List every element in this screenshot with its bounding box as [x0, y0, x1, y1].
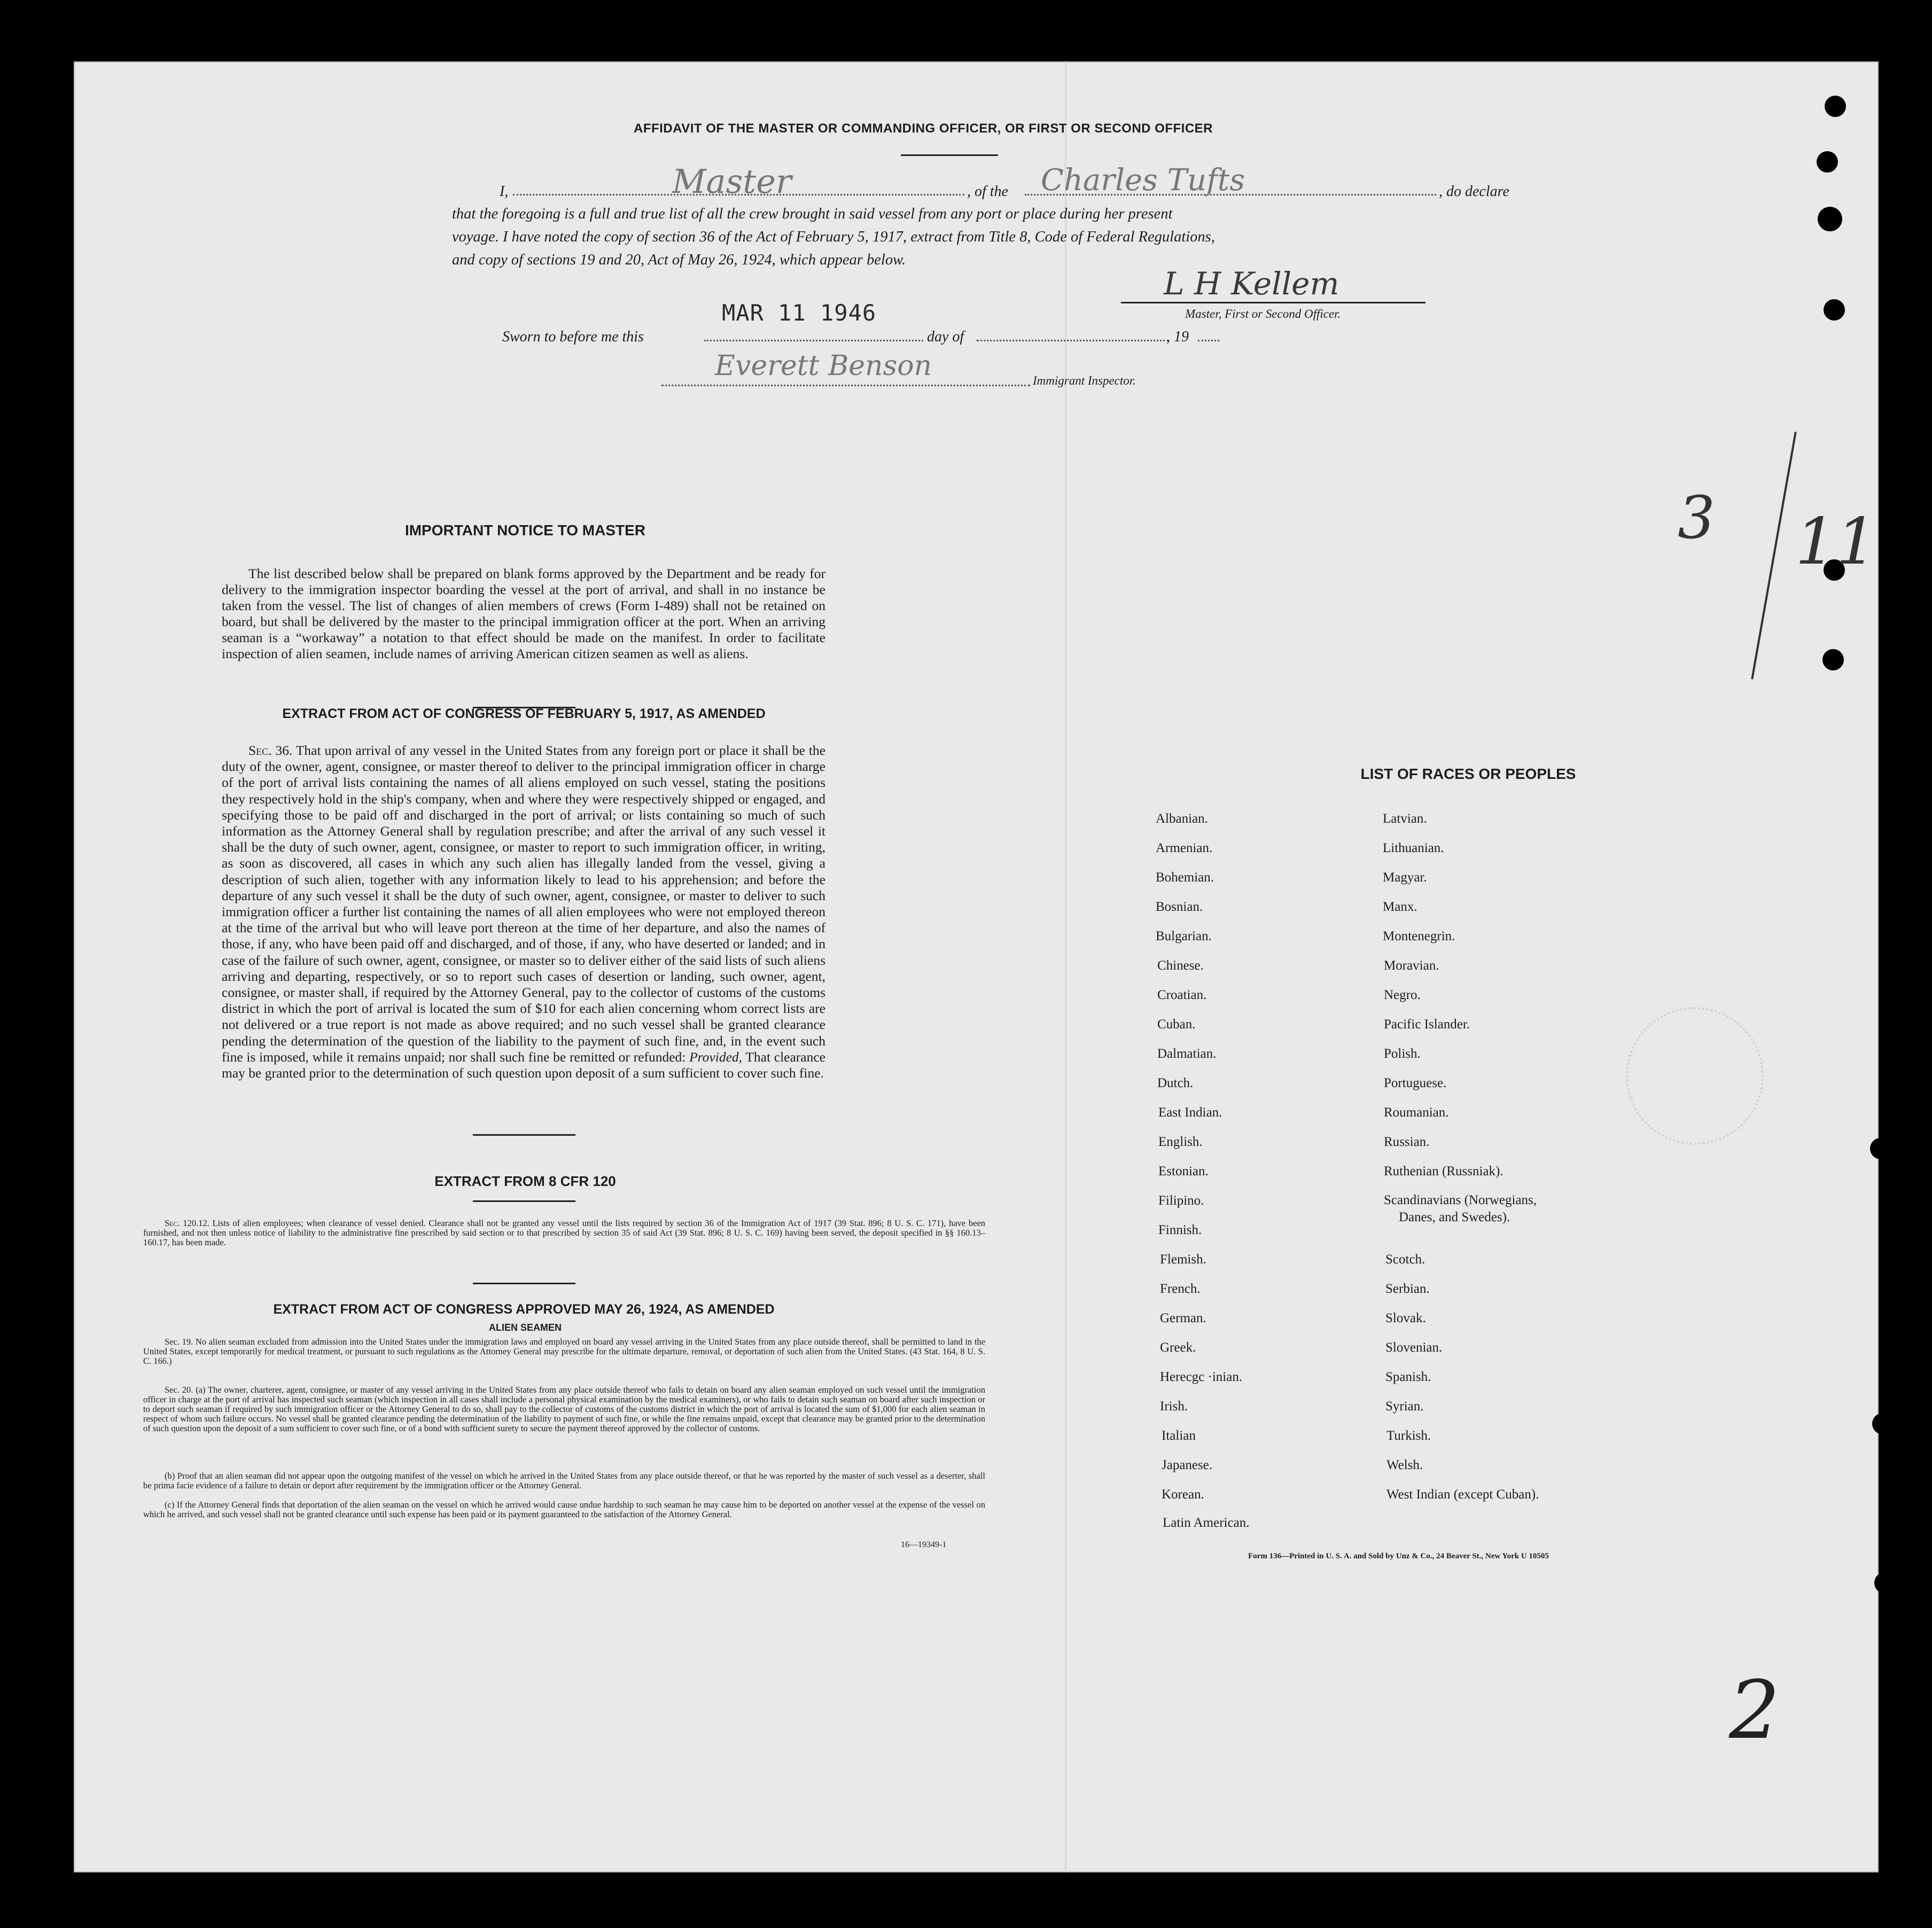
- race-left: Herecgc ·inian.: [1160, 1370, 1243, 1384]
- race-right: Serbian.: [1385, 1282, 1430, 1296]
- margin-fraction-slash: [1751, 432, 1797, 680]
- races-title: LIST OF RACES OR PEOPLES: [1360, 766, 1576, 782]
- sec-20c-text: (c) If the Attorney General finds that deportation of the alien seaman on the vessel on which he arrived would cause undue hardship to such seaman he may cause him to be deported on another vessel at the expense of the vessel on which he arrived, and such vessel shall not be granted clearance until such expense has been paid or its payment guaranteed to the satisfaction of the Attorney General.: [143, 1500, 985, 1519]
- affidavit-title: AFFIDAVIT OF THE MASTER OR COMMANDING OFFICER, OR FIRST OR SECOND OFFICER: [633, 121, 1213, 136]
- race-right: Negro.: [1384, 988, 1421, 1002]
- notice-body: The list described below shall be prepared on blank forms approved by the Department and be ready for delivery to the immigration inspector boarding the vessel at the port of arrival, and shall in no instance be taken from the vessel. The list of changes of alien members of crews (Form I-489) shall not be retained on board, but shall be delivered by the master to the principal immigration officer at the port. When an arriving seaman is a “workaway” a notation to that effect should be made on the manifest. In order to facilitate inspection of alien seamen, include names of arriving American citizen seamen as well as aliens.: [222, 566, 825, 661]
- race-right: Polish.: [1384, 1047, 1421, 1061]
- cfr-rule: [473, 1200, 575, 1202]
- sec-36-tail: That clearance may be granted prior to the determination of such question upon deposit of a sum sufficient to cover such fine.: [222, 1049, 826, 1081]
- sec-36-text: That upon arrival of any vessel in the United States from any foreign port or place it shall be the duty of the owner, agent, consignee, or master thereof to deliver to the principal immigration officer in charge of the port of arrival lists containing the names of all aliens employed on such vessel, stating the positions they respectively hold in the ship's company, when and where they were respectively shipped or engaged, and specifying those to be paid off and discharged in the port of arrival; or lists containing so much of such information as the Attorney General shall by regulation prescribe; and after the arrival of any such vessel it shall be the duty of such owner, agent, consignee, or master to report to such immigration officer, in writing, as soon as discovered, all cases in which any such alien has illegally landed from the vessel, giving a description of such alien, together with any information likely to lead to his apprehension; and before the departure of any such vessel it shall be the duty of such owner, agent, consignee, or master to deliver to such immigration officer a further list containing the names of all alien employees who were not employed thereon at the time of the arrival but who will leave port thereon at the time of her departure, and also the names of those, if any, who have been paid off and discharged, and of those, if any, who have deserted or landed; and in case of the failure of such owner, agent, consignee, or master so to deliver either of the said lists of such aliens arriving and departing, respectively, or so to report such cases of desertion or landing, such owner, agent, consignee, or master shall, if required by the Attorney General, pay to the collector of customs of the customs district in which the port of arrival is located the sum of $10 for each alien concerning whom correct lists are not delivered or a true report is not made as above required; and no such vessel shall be granted clearance pending the determination of the question of the liability to the payment of such fine, and, in the event such fine is imposed, while it remains unpaid; nor shall such fine be remitted or refunded:: [222, 743, 825, 1065]
- race-left: Cuban.: [1157, 1017, 1196, 1032]
- cfr-text: Lists of alien employees; when clearance of vessel denied. Clearance shall not be granted any vessel until the lists required by section 36 of the Immigration Act of 1917 (39 Stat. 896; 8 U. S. C. 171), have been furnished, and not then unless notice of liability to the administrative fine prescribed by said section or to that prescribed by section 35 of said Act (39 Stat. 896; 8 U. S. C. 169) having been served, the deposit specified in §§ 160.13–160.17, has been made.: [143, 1218, 986, 1247]
- race-left: Chinese.: [1157, 958, 1204, 973]
- sworn-label: Sworn to before me this: [502, 329, 644, 345]
- race-left: Filipino.: [1158, 1193, 1204, 1208]
- race-left: Croatian.: [1157, 988, 1207, 1002]
- extract-1924-title: EXTRACT FROM ACT OF CONGRESS APPROVED MAY 26, 1924, AS AMENDED: [273, 1302, 775, 1317]
- date-stamp: MAR 11 1946: [722, 300, 877, 326]
- margin-fraction-top: 3: [1678, 483, 1715, 552]
- race-left: Dalmatian.: [1157, 1047, 1217, 1061]
- race-right: Magyar.: [1383, 870, 1427, 885]
- race-right: West Indian (except Cuban).: [1386, 1487, 1539, 1502]
- race-left: Latin American.: [1163, 1516, 1250, 1530]
- race-left: German.: [1160, 1311, 1206, 1325]
- year-label: , 19: [1166, 329, 1189, 345]
- extract-1917-title: EXTRACT FROM ACT OF CONGRESS OF FEBRUARY 5, 1917, AS AMENDED: [282, 706, 766, 721]
- sworn-month-line: [977, 340, 1169, 341]
- sec-19-text: Sec. 19. No alien seaman excluded from admission into the United States under the immigration laws and employed on board any vessel arriving in the United States from any place outside thereof, shall be permitted to land in the United States, except temporarily for medical treatment, or pursuant to such regulations as the Attorney General may prescribe for the ultimate departure, removal, or deportation of such alien from the United States. (43 Stat. 164, 8 U. S. C. 166.): [143, 1337, 985, 1366]
- inspector-signature: Everett Benson: [715, 350, 932, 382]
- form-footer: Form 136—Printed in U. S. A. and Sold by Unz & Co., 24 Beaver St., New York U 10505: [1248, 1552, 1549, 1560]
- extract-1917-body: [222, 743, 825, 1081]
- of-the-label: , of the: [967, 183, 1008, 200]
- signature-line: [1121, 302, 1425, 303]
- race-right: Scotch.: [1385, 1252, 1425, 1267]
- race-right: Ruthenian (Russniak).: [1384, 1164, 1503, 1178]
- alien-seamen-subtitle: ALIEN SEAMEN: [488, 1322, 562, 1333]
- race-right: Syrian.: [1385, 1399, 1424, 1414]
- race-left: Japanese.: [1162, 1458, 1213, 1472]
- punch-hole: [1872, 1413, 1894, 1434]
- race-left: Finnish.: [1158, 1223, 1202, 1237]
- center-fold: [1065, 61, 1066, 1872]
- race-left: Estonian.: [1158, 1164, 1209, 1178]
- sec-20b-text: (b) Proof that an alien seaman did not appear upon the outgoing manifest of the vessel on which he arrived in the United States from any place outside thereof, or that he was reported by the master of such vessel as a deserter, shall be prima facie evidence of a failure to detain or deport after requirement by the immigration officer or the Attorney General.: [143, 1471, 985, 1490]
- cfr-title: EXTRACT FROM 8 CFR 120: [434, 1173, 616, 1189]
- affidavit-line-2: that the foregoing is a full and true list of all the crew brought in said vessel from any port or place during her present: [452, 206, 1173, 222]
- notice-title: IMPORTANT NOTICE TO MASTER: [404, 522, 646, 538]
- race-right: Portuguese.: [1384, 1076, 1447, 1090]
- race-right: Russian.: [1384, 1135, 1430, 1149]
- cfr-sec-label: Sec. 120.12.: [165, 1218, 209, 1228]
- race-right: Slovak.: [1385, 1311, 1426, 1325]
- punch-hole: [1825, 96, 1846, 117]
- race-left: Irish.: [1160, 1399, 1188, 1414]
- race-right: Danes, and Swedes).: [1399, 1210, 1510, 1224]
- race-left: Flemish.: [1160, 1252, 1206, 1267]
- race-right: Spanish.: [1385, 1370, 1431, 1384]
- faint-seal: [1626, 1007, 1764, 1145]
- sworn-year-line: [1198, 340, 1219, 341]
- punch-hole: [1817, 151, 1838, 173]
- race-right: Roumanian.: [1384, 1105, 1449, 1120]
- race-left: Italian: [1162, 1429, 1196, 1443]
- sworn-day-line: [704, 340, 923, 341]
- race-left: English.: [1158, 1135, 1203, 1149]
- sec-36-label: Sec. 36.: [248, 743, 293, 758]
- margin-fraction-bottom: 11: [1795, 505, 1877, 579]
- punch-hole: [1818, 207, 1842, 231]
- vessel-handwritten: Charles Tufts: [1041, 163, 1245, 198]
- punch-hole: [1824, 299, 1845, 321]
- affidavit-line-4: and copy of sections 19 and 20, Act of May 26, 1924, which appear below.: [452, 252, 906, 268]
- master-caption: Master, First or Second Officer.: [1185, 307, 1341, 321]
- punch-hole: [1870, 1138, 1891, 1159]
- provided-word: Provided,: [689, 1049, 743, 1065]
- inspector-caption: Immigrant Inspector.: [1033, 374, 1136, 387]
- sec-20a-text: Sec. 20. (a) The owner, charterer, agent, consignee, or master of any vessel arriving in the United States from any place outside thereof who fails to detain on board any alien seaman employed on such vessel until the immigration officer in charge at the port of arrival has inspected such seaman (which inspection in all cases shall include a personal physical examination by the medical examiners), or who fails to detain such seaman on board after such inspection or to deport such seaman if required by such immigration officer or the Attorney General to do so, shall pay to the collector of customs of the customs district in which the port of arrival is located the sum of $1,000 for each alien seaman in respect of whom such failure occurs. No vessel shall be granted clearance pending the determination of the liability to payment of such fine, or while the fine remains unpaid, except that clearance may be granted prior to the determination of such question upon the deposit of a sum sufficient to cover such fine, or of a bond with sufficient surety to secure the payment thereof approved by the collector of customs.: [143, 1385, 985, 1433]
- affidavit-line-3: voyage. I have noted the copy of section 36 of the Act of February 5, 1917, extract from Title 8, Code of Federal Regulations,: [452, 229, 1215, 245]
- race-left: East Indian.: [1158, 1105, 1222, 1120]
- race-left: Bulgarian.: [1156, 929, 1212, 943]
- race-right: Welsh.: [1386, 1458, 1423, 1472]
- race-left: Greek.: [1160, 1340, 1196, 1355]
- title-rule: [901, 154, 998, 156]
- form-code: 16—19349-1: [901, 1540, 947, 1549]
- extract-1917-rule: [473, 1134, 575, 1136]
- race-right: Turkish.: [1386, 1429, 1431, 1443]
- race-left: Bosnian.: [1156, 900, 1203, 914]
- inspector-line: [661, 385, 1030, 386]
- race-right: Montenegrin.: [1383, 929, 1455, 943]
- race-right: Slovenian.: [1385, 1340, 1443, 1355]
- punch-hole: [1822, 649, 1844, 670]
- day-of-label: day of: [927, 329, 964, 345]
- race-left: Bohemian.: [1156, 870, 1214, 885]
- race-right: Pacific Islander.: [1384, 1017, 1470, 1032]
- race-right: Lithuanian.: [1383, 841, 1444, 855]
- affidavit-lead: I,: [500, 183, 509, 200]
- race-right: Manx.: [1383, 900, 1417, 914]
- cfr-bottom-rule: [473, 1283, 575, 1284]
- do-declare-label: , do declare: [1439, 183, 1509, 200]
- race-left: Armenian.: [1156, 841, 1213, 855]
- margin-page-mark: 2: [1729, 1664, 1780, 1757]
- race-left: Dutch.: [1157, 1076, 1194, 1090]
- race-right: Moravian.: [1384, 958, 1439, 973]
- race-left: Korean.: [1162, 1487, 1204, 1502]
- master-handwritten: Master: [672, 162, 792, 201]
- master-signature: L H Kellem: [1164, 266, 1339, 302]
- cfr-body: [143, 1219, 985, 1247]
- race-right: Scandinavians (Norwegians,: [1384, 1193, 1537, 1207]
- race-right: Latvian.: [1383, 811, 1427, 826]
- document-page: [74, 61, 1879, 1872]
- race-left: French.: [1160, 1282, 1201, 1296]
- race-left: Albanian.: [1156, 811, 1208, 826]
- punch-hole: [1874, 1572, 1896, 1594]
